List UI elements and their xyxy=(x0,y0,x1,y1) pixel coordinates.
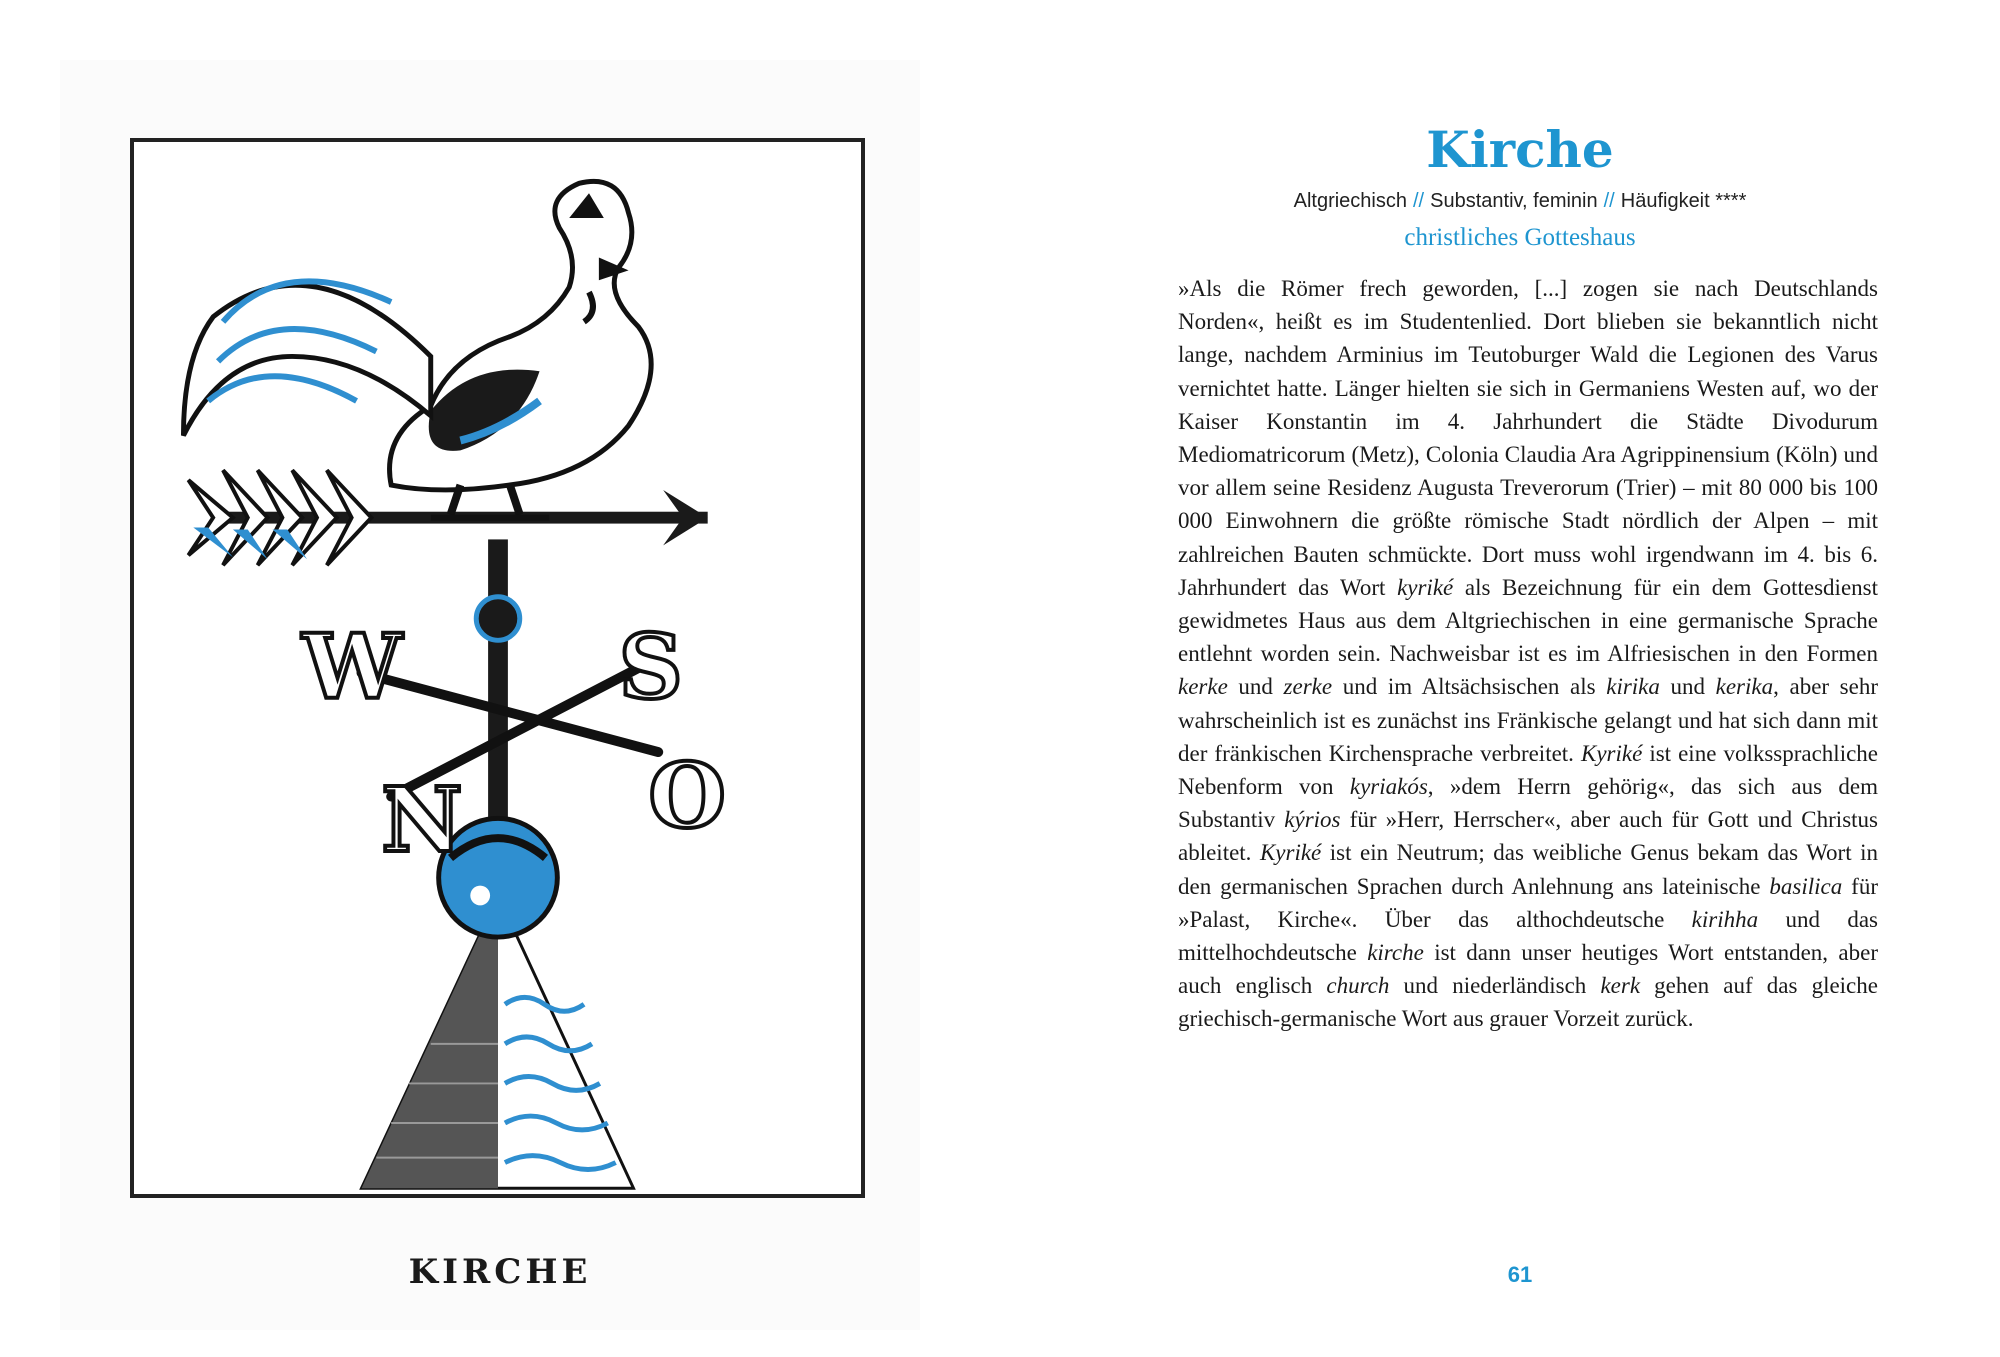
body-text-run: und xyxy=(1659,674,1716,700)
body-italic-term: zerke xyxy=(1283,674,1333,700)
headword: Kirche xyxy=(1426,120,1614,179)
compass-n: N xyxy=(381,766,463,872)
body-text-run: und xyxy=(1227,674,1284,700)
rooster xyxy=(183,181,651,517)
weathervane-drawing xyxy=(134,142,861,1194)
body-italic-term: kerke xyxy=(1178,674,1228,700)
body-italic-term: basilica xyxy=(1769,873,1843,899)
body-text-run: »Als die Römer frech geworden, [...] zogen sie nach Deutschlands Norden«, heißt es im Studentenlied. Dort blieben sie bekanntlich nicht lange, nachdem Arminius im Teutoburger Wald die Legionen des Varus vernichtet hatte. Länger hielten sie sich in Germaniens Westen auf, wo der Kaiser Konstantin im 4. Jahrhundert die Städte Divodurum Mediomatricorum (Metz), Colonia Claudia Ara Agrippinensium (Köln) und vor allem seine Residenz Augusta Treverorum (Trier) – mit 80 000 bis 100 000 Einwohnern die größte römische Stadt nördlich der Alpen – mit zahlreichen Bauten schmückte. Dort muss wohl irgendwann im 4. bis 6. Jahrhundert das Wort xyxy=(1178,276,1878,600)
compass-o: O xyxy=(648,742,726,848)
body-italic-term: kyriakós xyxy=(1349,774,1428,800)
body-text-run: ist ein Neutrum; das weibliche Genus bekam das Wort in den germanischen Sprachen durch Anlehnung ans lateinische xyxy=(1178,840,1879,899)
body-text-run: ist dann unser heutiges Wort entstanden, aber auch englisch xyxy=(1178,940,1878,999)
body-italic-term: kirihha xyxy=(1691,906,1759,932)
weathervane-illustration xyxy=(130,138,865,1198)
body-italic-term: kirche xyxy=(1367,940,1424,966)
word-meta xyxy=(1000,190,2000,213)
body-text-run: für »Herr, Herrscher«, aber auch für Gott und Christus ableitet. xyxy=(1178,807,1878,866)
body-italic-term: kirika xyxy=(1606,674,1660,700)
body-text-run: gehen auf das gleiche griechisch-germanische Wort aus grauer Vorzeit zurück. xyxy=(1178,973,1878,1032)
body-text-run: als Bezeichnung für ein dem Gottesdienst gewidmetes Haus aus dem Altgriechischen in eine germanische Sprache entlehnt worden sein. Nachweisbar ist es im Alfriesischen in den Formen xyxy=(1178,574,1878,667)
illustration-caption: KIRCHE xyxy=(408,1252,592,1292)
body-italic-term: Kyriké xyxy=(1580,740,1643,766)
origin-label: Altgriechisch xyxy=(1293,190,1407,212)
body-text-run: und das mittelhochdeutsche xyxy=(1178,906,1878,966)
compass-s: S xyxy=(618,613,683,719)
body-text-run: für »Palast, Kirche«. Über das althochdeutsche xyxy=(1178,873,1878,932)
body-italic-term: kerk xyxy=(1600,973,1641,999)
body-text-run: , »dem Herrn gehörig«, das sich aus dem Substantiv xyxy=(1178,774,1878,833)
small-ball xyxy=(476,597,520,641)
body-italic-term: kýrios xyxy=(1284,807,1341,833)
compass-w: W xyxy=(302,613,403,719)
right-page xyxy=(1000,0,2000,1357)
body-text-run: , aber sehr wahrscheinlich ist es zunächst ins Fränkische gelangt und hat sich dann mit der fränkischen Kirchensprache verbreitet. xyxy=(1178,674,1879,766)
meta-separator: // xyxy=(1603,190,1615,212)
body-italic-term: church xyxy=(1326,973,1390,999)
word-meaning: christliches Gotteshaus xyxy=(1404,224,1636,251)
body-text-run: und niederländisch xyxy=(1389,973,1601,999)
body-text-run: ist eine volkssprachliche Nebenform von xyxy=(1178,740,1879,800)
page-number: 61 xyxy=(1507,1262,1533,1287)
body-italic-term: Kyriké xyxy=(1259,840,1322,866)
body-text-run: und im Altsächsischen als xyxy=(1332,674,1607,700)
entry-body xyxy=(1178,272,1878,1036)
body-italic-term: kerika xyxy=(1715,674,1774,700)
grammar-label: Substantiv, feminin xyxy=(1430,190,1598,212)
meta-separator: // xyxy=(1413,190,1425,212)
frequency-label: Häufigkeit **** xyxy=(1620,190,1747,212)
body-italic-term: kyriké xyxy=(1397,574,1454,600)
